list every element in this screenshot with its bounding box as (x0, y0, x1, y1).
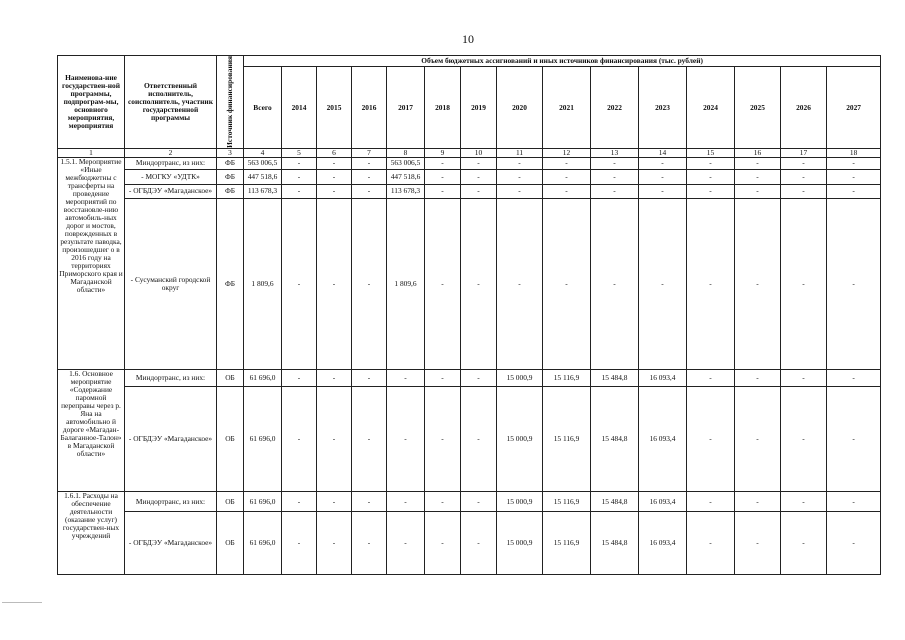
value-cell: - (781, 512, 827, 575)
value-cell: - (591, 157, 639, 169)
budget-table-sheet (57, 55, 880, 571)
value-cell: - (827, 184, 881, 198)
column-number: 11 (497, 148, 543, 157)
header-year: 2023 (639, 67, 687, 148)
value-cell: 15 484,8 (591, 387, 639, 492)
header-year: 2026 (781, 67, 827, 148)
value-cell: 16 093,4 (639, 387, 687, 492)
value-cell: - (352, 492, 387, 512)
header-year: 2024 (687, 67, 735, 148)
value-cell: 16 093,4 (639, 369, 687, 387)
value-cell: - (687, 184, 735, 198)
value-cell: - (781, 369, 827, 387)
header-year: 2020 (497, 67, 543, 148)
value-cell: - (425, 199, 461, 370)
source-cell: ФБ (217, 199, 244, 370)
value-cell: - (317, 157, 352, 169)
value-cell: - (317, 387, 352, 492)
value-cell: - (543, 199, 591, 370)
responsible-cell: - ОГБДЭУ «Магаданское» (125, 512, 217, 575)
value-cell: - (352, 199, 387, 370)
table-row (58, 170, 881, 184)
header-year: 2018 (425, 67, 461, 148)
header-year: 2019 (461, 67, 497, 148)
value-cell: 15 116,9 (543, 512, 591, 575)
header-name: Наименова-ние государствен-ной программы, подпрограм-мы, основного мероприятия, мероприятия (58, 56, 125, 149)
value-cell: - (735, 199, 781, 370)
value-cell: - (282, 170, 317, 184)
program-name-cell: 1.6. Основное мероприятие «Содержание паромной переправы через р. Яна на автомобильно й дороге «Магадан-Балаганное-Талон» в Магаданской области» (58, 369, 125, 492)
value-cell: - (591, 199, 639, 370)
value-cell: 15 000,9 (497, 492, 543, 512)
value-cell: - (387, 492, 425, 512)
value-cell: - (781, 492, 827, 512)
value-cell: - (282, 387, 317, 492)
responsible-cell: - МОГКУ «УДТК» (125, 170, 217, 184)
column-number: 5 (282, 148, 317, 157)
value-cell: - (461, 199, 497, 370)
value-cell: 15 116,9 (543, 387, 591, 492)
value-cell: 16 093,4 (639, 492, 687, 512)
header-budget-title: Объем бюджетных ассигнований и иных источников финансирования (тыс. рублей) (244, 56, 881, 67)
value-cell: 113 678,3 (387, 184, 425, 198)
column-number: 4 (244, 148, 282, 157)
value-cell: - (827, 492, 881, 512)
value-cell: - (282, 492, 317, 512)
value-cell: - (687, 170, 735, 184)
program-name-cell: 1.6.1. Расходы на обеспечение деятельности (оказание услуг) государствен-ных учреждений (58, 492, 125, 575)
value-cell: - (591, 184, 639, 198)
value-cell: - (461, 492, 497, 512)
value-cell: 447 518,6 (387, 170, 425, 184)
total-cell: 1 809,6 (244, 199, 282, 370)
value-cell: - (827, 512, 881, 575)
value-cell: - (387, 512, 425, 575)
value-cell: - (425, 387, 461, 492)
value-cell: - (387, 369, 425, 387)
value-cell: 15 116,9 (543, 369, 591, 387)
value-cell: - (425, 512, 461, 575)
program-name-cell: 1.5.1. Мероприятие «Иные межбюджетны с трансферты на проведение мероприятий по восстановле-нию автомобиль-ных дорог и мостов, поврежденных в результате паводка, произошедшег о в 2016 году на территориях Приморского края и Магаданской области» (58, 157, 125, 369)
value-cell: - (317, 170, 352, 184)
value-cell: - (639, 184, 687, 198)
value-cell: - (317, 199, 352, 370)
value-cell: - (352, 387, 387, 492)
value-cell: - (317, 492, 352, 512)
table-row (58, 492, 881, 512)
value-cell: - (317, 369, 352, 387)
value-cell: 15 000,9 (497, 387, 543, 492)
value-cell: - (735, 387, 781, 492)
value-cell: 563 006,5 (387, 157, 425, 169)
value-cell: - (687, 492, 735, 512)
value-cell: - (781, 170, 827, 184)
value-cell: 15 000,9 (497, 512, 543, 575)
value-cell: - (735, 512, 781, 575)
column-number: 6 (317, 148, 352, 157)
column-number: 16 (735, 148, 781, 157)
header-year: 2025 (735, 67, 781, 148)
responsible-cell: Миндортранс, из них: (125, 492, 217, 512)
value-cell: - (352, 157, 387, 169)
value-cell: - (352, 512, 387, 575)
value-cell: - (827, 369, 881, 387)
value-cell: - (425, 157, 461, 169)
value-cell: - (735, 170, 781, 184)
value-cell: - (461, 387, 497, 492)
value-cell: - (543, 157, 591, 169)
header-total: Всего (244, 67, 282, 148)
header-year: 2015 (317, 67, 352, 148)
value-cell: 1 809,6 (387, 199, 425, 370)
value-cell: - (317, 512, 352, 575)
value-cell: - (735, 157, 781, 169)
value-cell: 15 116,9 (543, 492, 591, 512)
value-cell: - (461, 170, 497, 184)
value-cell: - (497, 170, 543, 184)
source-cell: ОБ (217, 492, 244, 512)
total-cell: 447 518,6 (244, 170, 282, 184)
value-cell: - (282, 184, 317, 198)
total-cell: 61 696,0 (244, 512, 282, 575)
total-cell: 61 696,0 (244, 387, 282, 492)
total-cell: 61 696,0 (244, 492, 282, 512)
table-row (58, 184, 881, 198)
value-cell: 16 093,4 (639, 512, 687, 575)
column-number: 8 (387, 148, 425, 157)
column-number: 7 (352, 148, 387, 157)
responsible-cell: Миндортранс, из них: (125, 369, 217, 387)
header-source (217, 56, 244, 149)
value-cell: - (827, 199, 881, 370)
value-cell: - (781, 157, 827, 169)
header-year: 2022 (591, 67, 639, 148)
value-cell: - (687, 387, 735, 492)
header-year: 2021 (543, 67, 591, 148)
source-cell: ФБ (217, 170, 244, 184)
value-cell: - (425, 184, 461, 198)
value-cell: - (687, 199, 735, 370)
value-cell: - (497, 157, 543, 169)
value-cell: - (497, 199, 543, 370)
responsible-cell: - ОГБДЭУ «Магаданское» (125, 387, 217, 492)
column-number: 15 (687, 148, 735, 157)
value-cell: - (687, 369, 735, 387)
column-number: 9 (425, 148, 461, 157)
value-cell: - (352, 369, 387, 387)
table-row (58, 199, 881, 370)
value-cell: 15 484,8 (591, 492, 639, 512)
header-year: 2017 (387, 67, 425, 148)
value-cell: - (781, 387, 827, 492)
value-cell: - (735, 184, 781, 198)
header-year: 2016 (352, 67, 387, 148)
column-number: 10 (461, 148, 497, 157)
value-cell: - (639, 170, 687, 184)
source-cell: ФБ (217, 157, 244, 169)
value-cell: - (827, 157, 881, 169)
value-cell: - (639, 199, 687, 370)
value-cell: - (781, 199, 827, 370)
value-cell: - (543, 184, 591, 198)
table-row (58, 157, 881, 169)
header-responsible: Ответственный исполнитель, соисполнитель, участник государственной программы (125, 56, 217, 149)
value-cell: - (352, 170, 387, 184)
table-row (58, 369, 881, 387)
value-cell: - (282, 369, 317, 387)
value-cell: 15 484,8 (591, 369, 639, 387)
value-cell: - (497, 184, 543, 198)
column-number: 3 (217, 148, 244, 157)
column-number: 1 (58, 148, 125, 157)
value-cell: - (827, 170, 881, 184)
column-number: 17 (781, 148, 827, 157)
value-cell: - (352, 184, 387, 198)
value-cell: - (591, 170, 639, 184)
source-cell: ФБ (217, 184, 244, 198)
value-cell: - (461, 157, 497, 169)
value-cell: - (687, 157, 735, 169)
value-cell: - (425, 170, 461, 184)
value-cell: - (317, 184, 352, 198)
value-cell: - (282, 512, 317, 575)
table-row (58, 512, 881, 575)
value-cell: - (781, 184, 827, 198)
value-cell: - (461, 512, 497, 575)
header-source-label: Источник финансирования (225, 56, 234, 148)
table-row (58, 387, 881, 492)
column-number: 18 (827, 148, 881, 157)
total-cell: 61 696,0 (244, 369, 282, 387)
value-cell: - (425, 369, 461, 387)
value-cell: - (639, 157, 687, 169)
value-cell: - (687, 512, 735, 575)
value-cell: - (387, 387, 425, 492)
header-year: 2014 (282, 67, 317, 148)
total-cell: 113 678,3 (244, 184, 282, 198)
source-cell: ОБ (217, 387, 244, 492)
responsible-cell: Миндортранс, из них: (125, 157, 217, 169)
source-cell: ОБ (217, 369, 244, 387)
value-cell: - (282, 157, 317, 169)
responsible-cell: - ОГБДЭУ «Магаданское» (125, 184, 217, 198)
budget-table (57, 55, 881, 575)
source-cell: ОБ (217, 512, 244, 575)
column-number: 2 (125, 148, 217, 157)
value-cell: - (735, 369, 781, 387)
scan-artifact (2, 602, 42, 603)
page-number: 10 (462, 32, 474, 46)
value-cell: - (282, 199, 317, 370)
value-cell: - (827, 387, 881, 492)
header-year: 2027 (827, 67, 881, 148)
value-cell: - (461, 184, 497, 198)
value-cell: - (461, 369, 497, 387)
total-cell: 563 006,5 (244, 157, 282, 169)
responsible-cell: - Сусуманский городской округ (125, 199, 217, 370)
column-number: 13 (591, 148, 639, 157)
column-number: 12 (543, 148, 591, 157)
value-cell: - (425, 492, 461, 512)
value-cell: 15 000,9 (497, 369, 543, 387)
value-cell: 15 484,8 (591, 512, 639, 575)
value-cell: - (735, 492, 781, 512)
column-number: 14 (639, 148, 687, 157)
value-cell: - (543, 170, 591, 184)
